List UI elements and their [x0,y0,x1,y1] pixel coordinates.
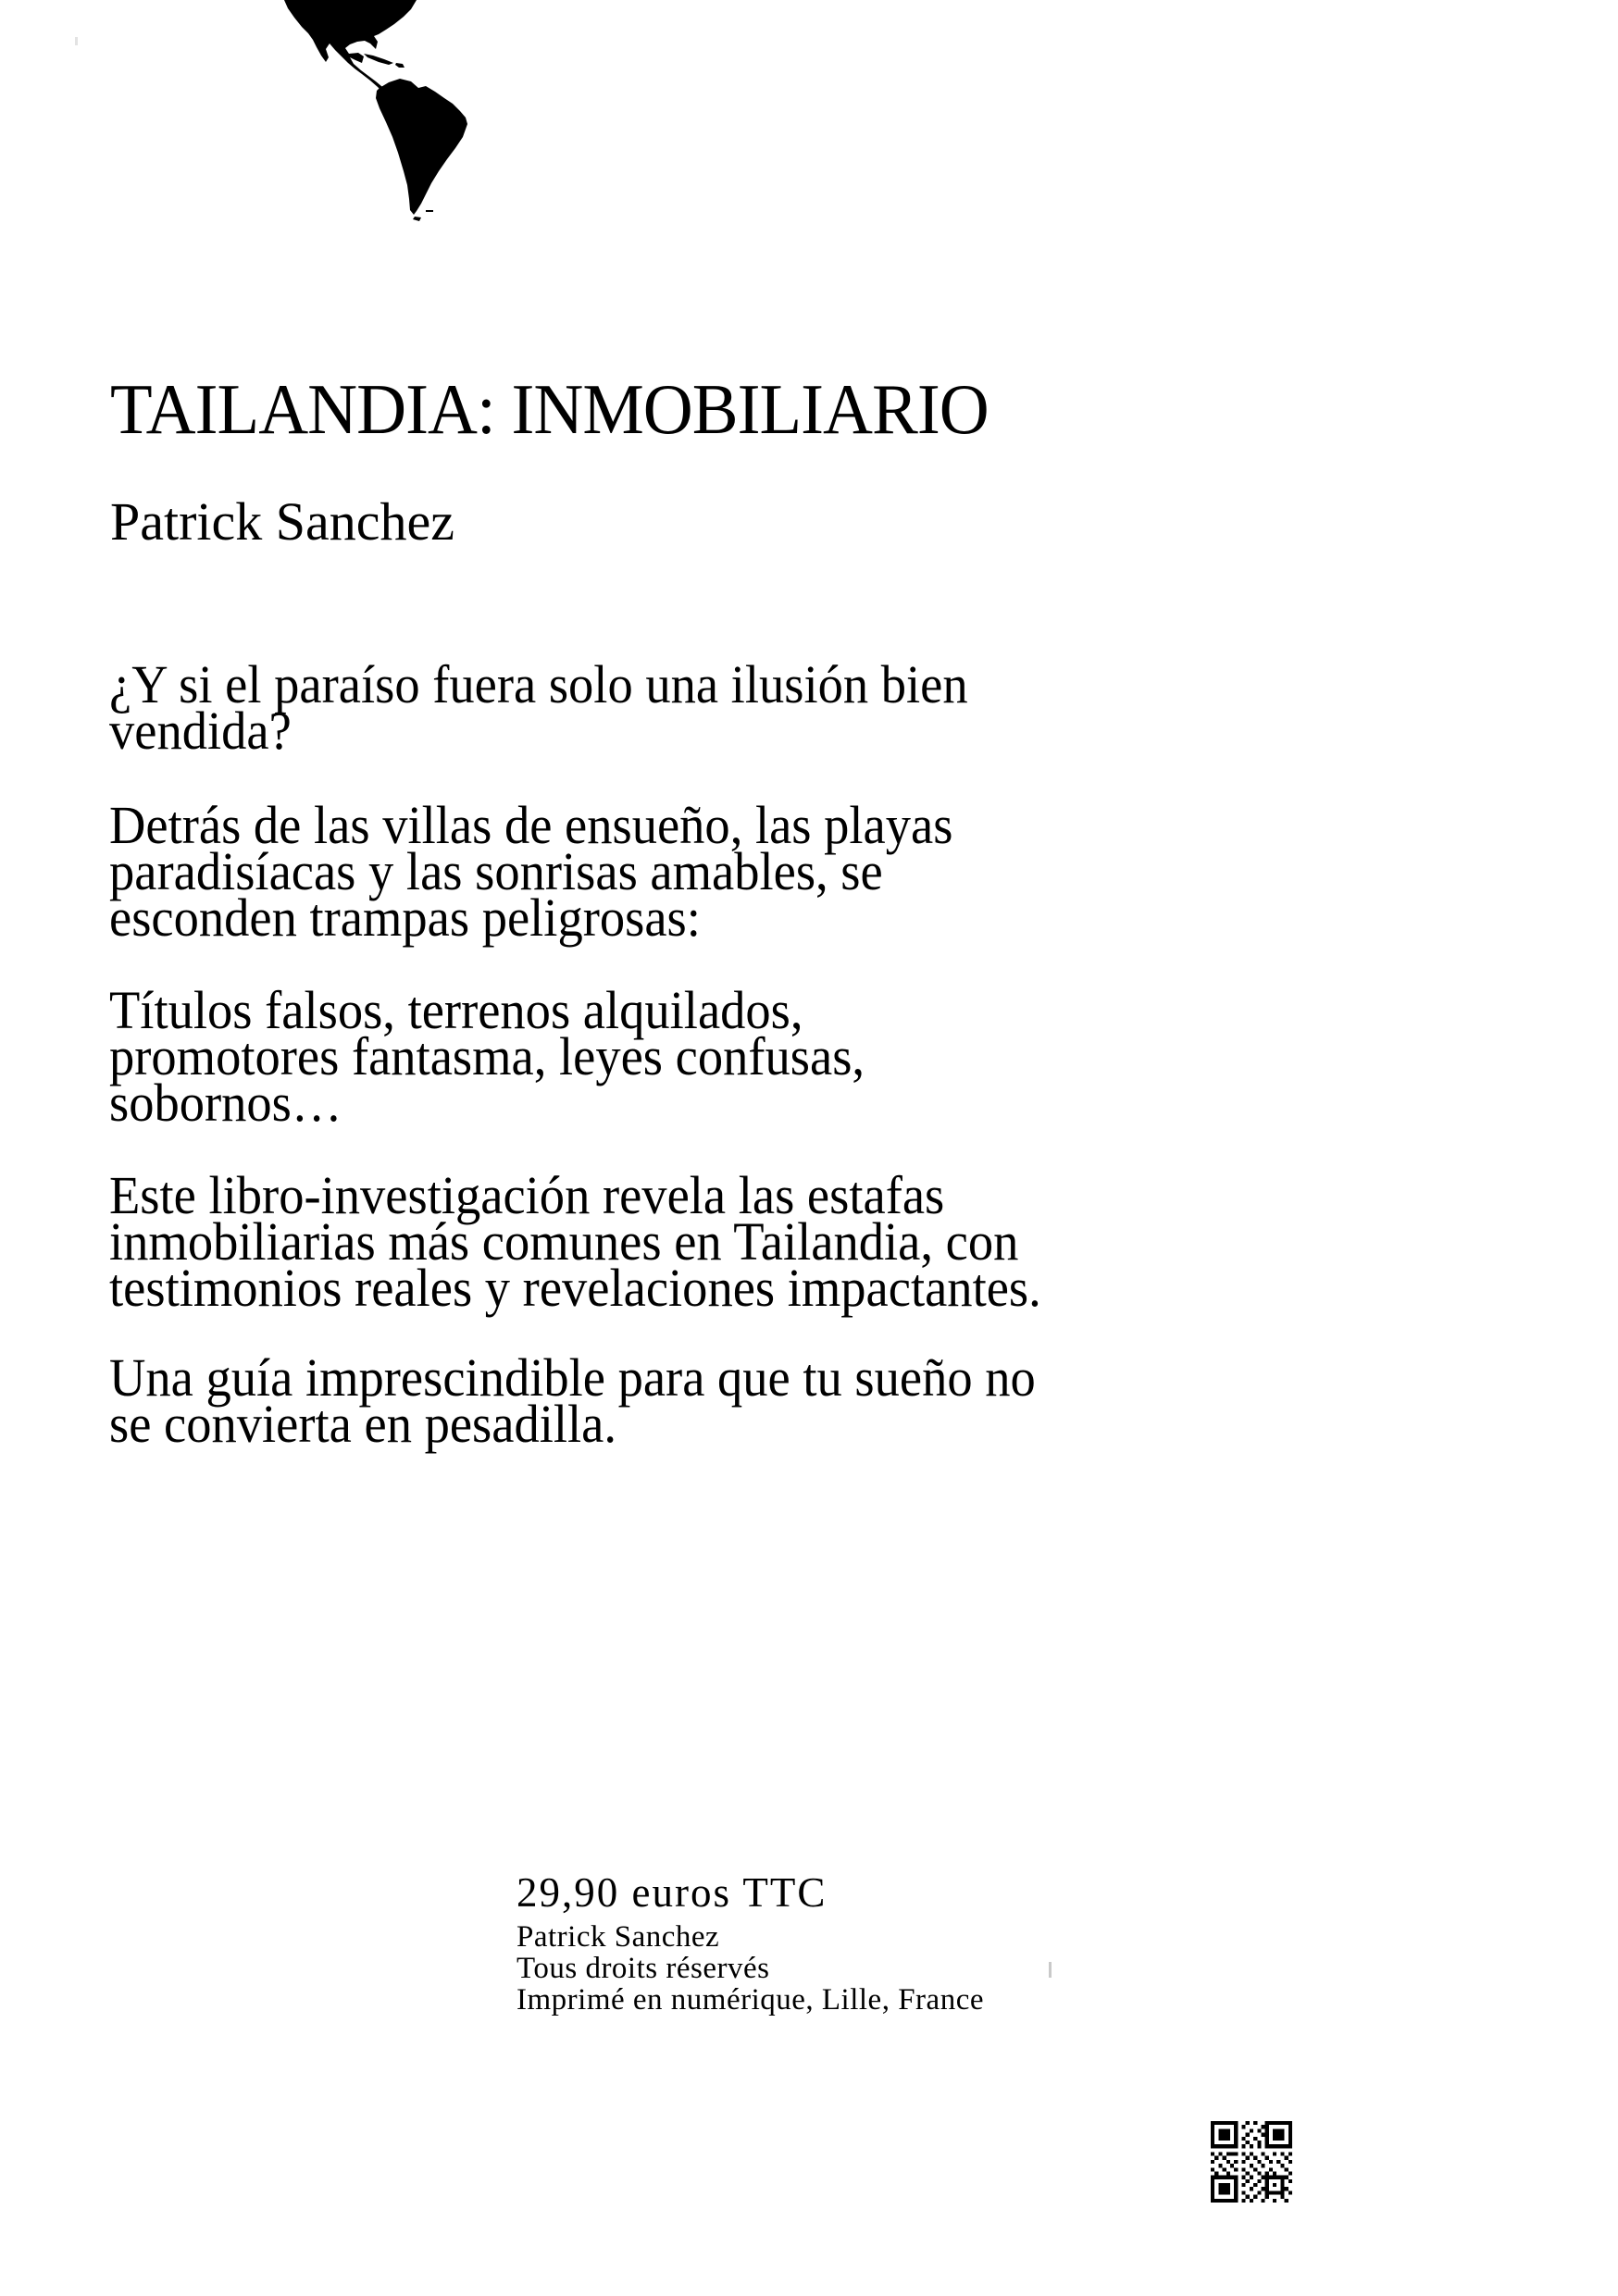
paragraph-line: sobornos… [109,1073,342,1133]
paragraph-line: paradisíacas y las sonrisas amables, se [109,841,883,901]
book-author: Patrick Sanchez [110,491,455,552]
qr-code-icon [1211,2121,1292,2203]
paragraph-line: testimonios reales y revelaciones impactantes. [109,1258,1041,1318]
paragraph-line: promotores fantasma, leyes confusas, [109,1026,865,1086]
paragraph-line: vendida? [109,701,292,761]
paragraph-line: ¿Y si el paraíso fuera solo una ilusión bien [109,654,968,714]
scan-artifact-mark [1049,1962,1052,1978]
americas-map-icon [282,0,467,222]
imprint-rights: Tous droits réservés [517,1952,770,1985]
paragraph-scams-list [109,980,865,1133]
north-america-shape [284,0,417,93]
falklands-shape [426,210,433,212]
price-label: 29,90 euros TTC [517,1869,828,1916]
paragraph-line: Títulos falsos, terrenos alquilados, [109,980,803,1040]
tierra-del-fuego-shape [413,217,421,221]
imprint-printing: Imprimé en numérique, Lille, France [517,1983,984,2017]
cuba-shape [364,54,393,65]
paragraph-line: se convierta en pesadilla. [109,1394,617,1454]
paragraph-line: Detrás de las villas de ensueño, las playas [109,795,953,855]
paragraph-hook [109,654,968,761]
paragraph-line: esconden trampas peligrosas: [109,887,701,948]
paragraph-line: inmobiliarias más comunes en Tailandia, con [109,1211,1019,1272]
imprint-block [517,1921,984,2016]
paragraph-line: Este libro-investigación revela las estafas [109,1165,945,1225]
imprint-author: Patrick Sanchez [517,1920,720,1954]
book-title: TAILANDIA: INMOBILIARIO [110,369,989,449]
hispaniola-shape [395,63,404,68]
paragraph-traps [109,795,953,948]
paragraph-book-description [109,1165,1041,1318]
scan-artifact-speck [75,37,78,45]
paragraph-guide-claim [109,1347,1036,1454]
paragraph-line: Una guía imprescindible para que tu sueño no [109,1347,1036,1408]
south-america-shape [376,79,467,215]
